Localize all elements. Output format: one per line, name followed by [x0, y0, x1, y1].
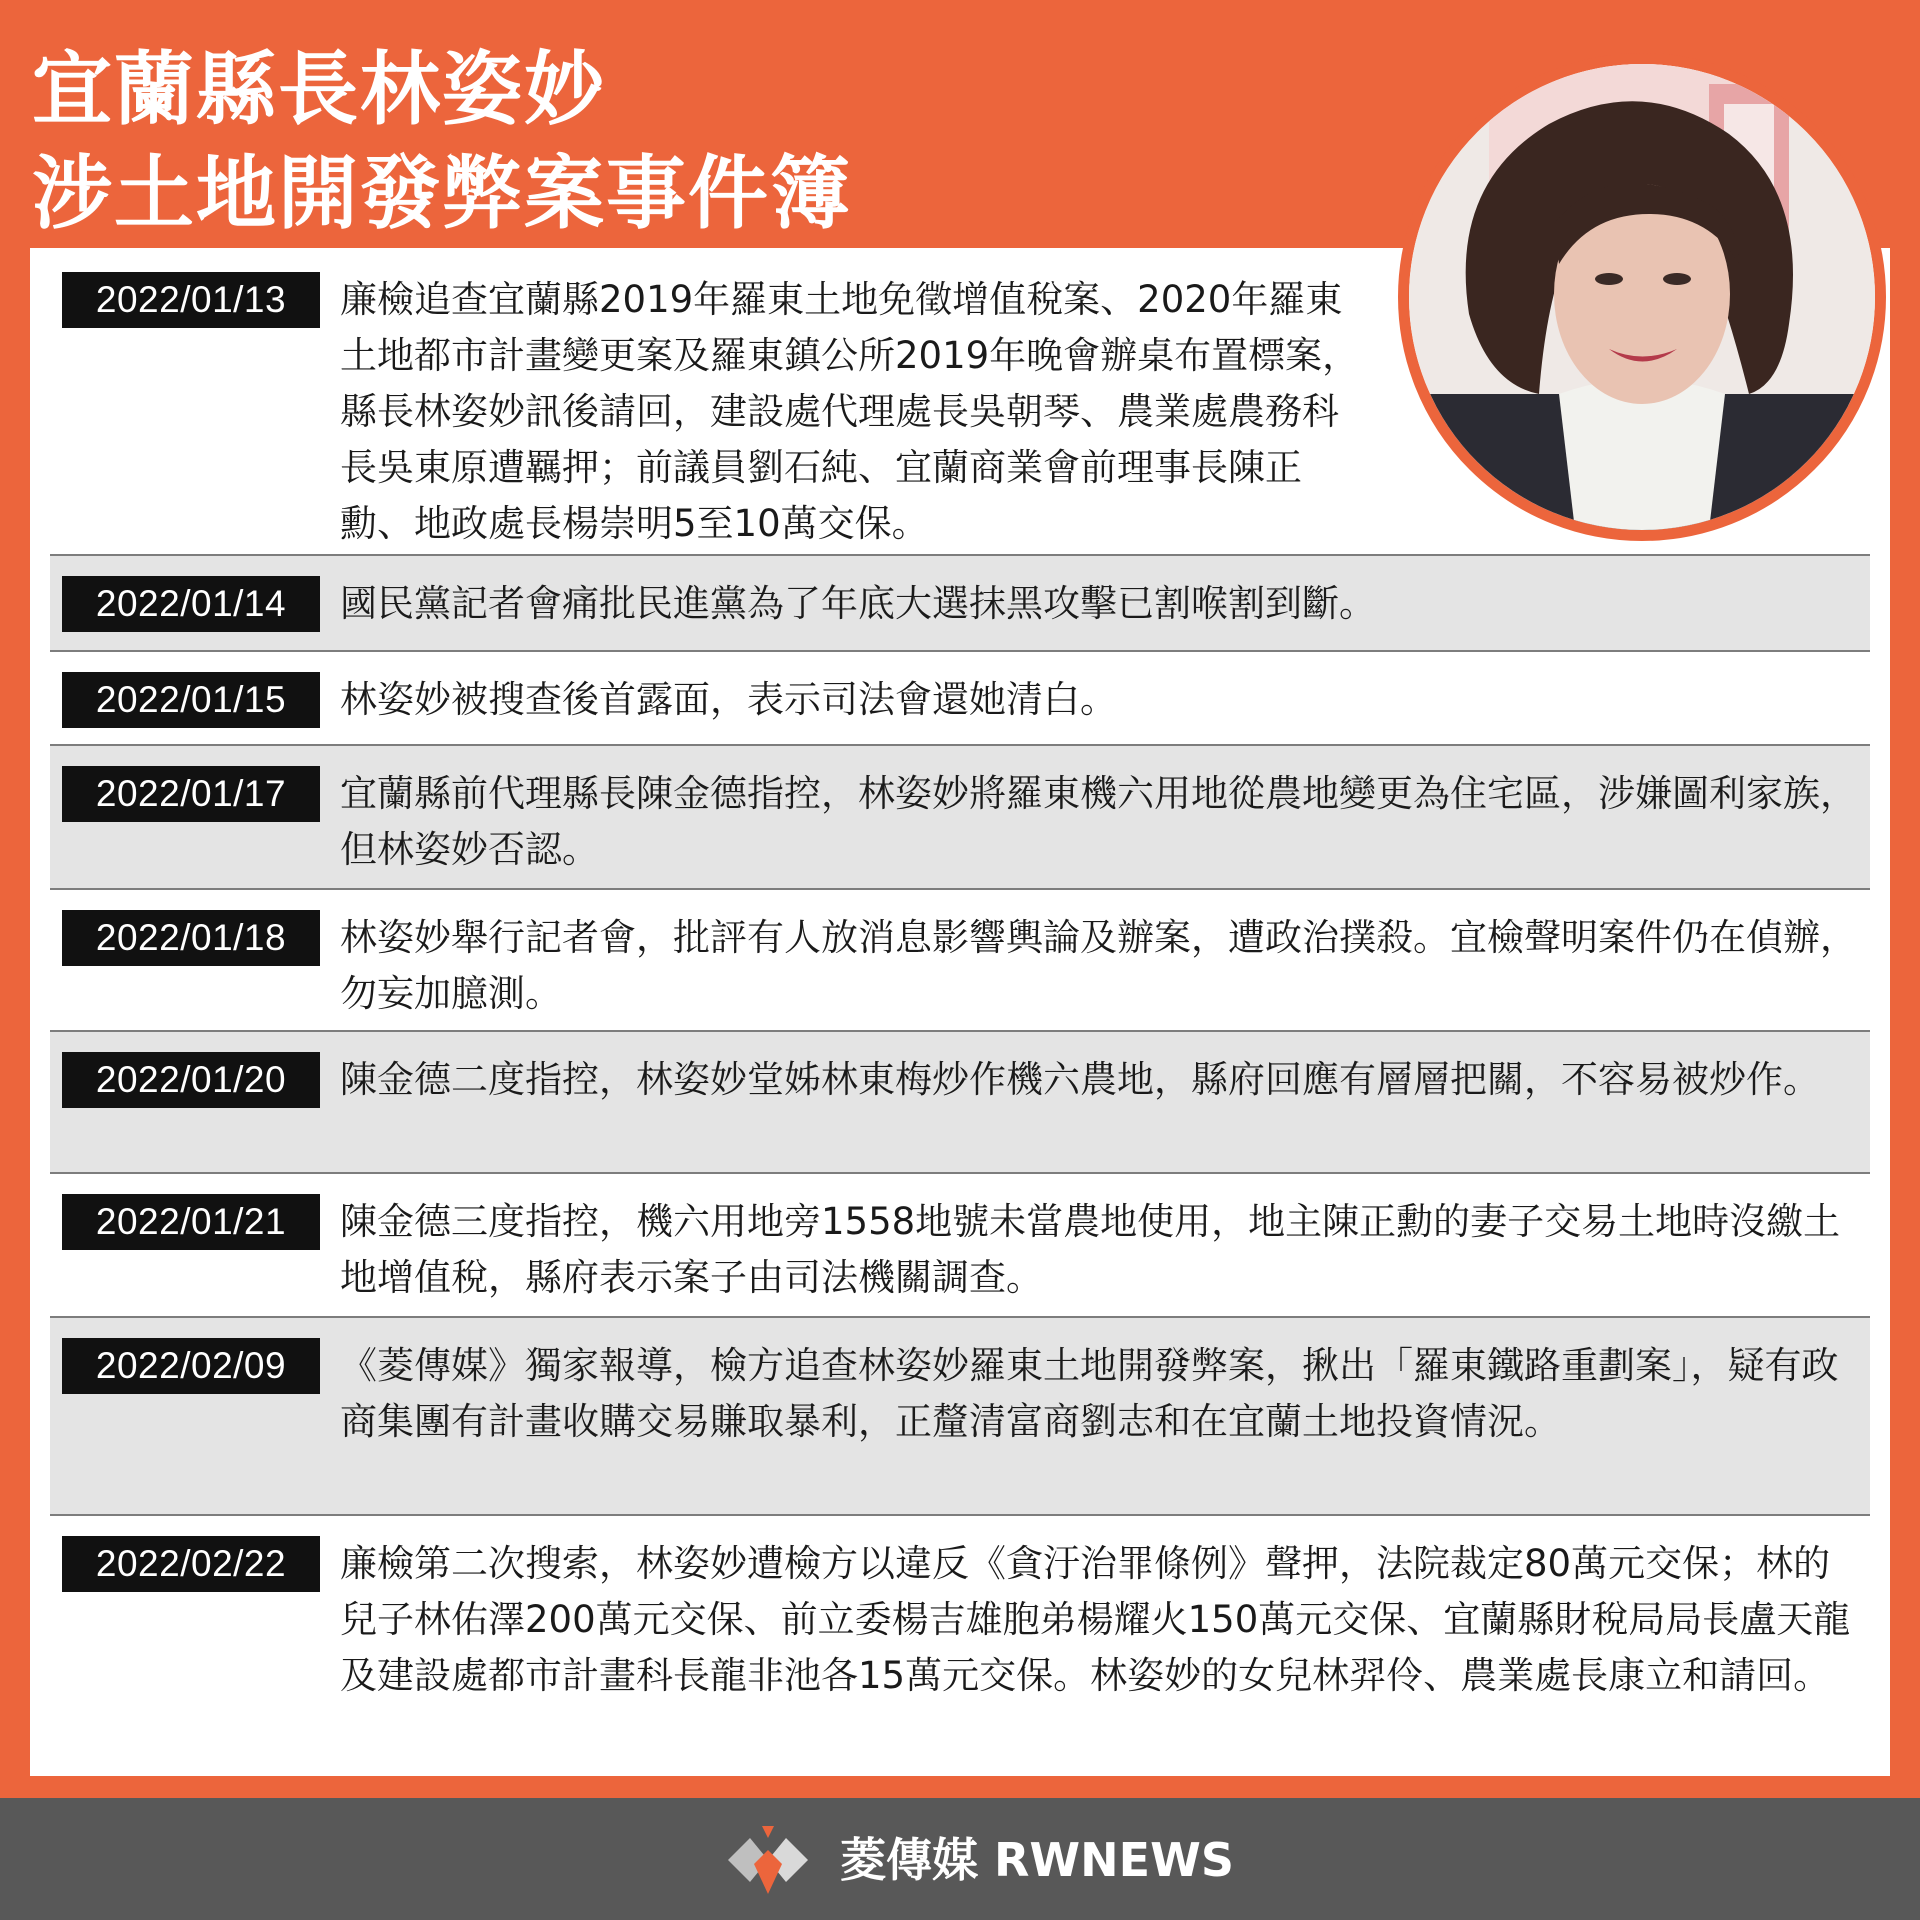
entry-text: 陳金德三度指控，機六用地旁1558地號未當農地使用，地主陳正勳的妻子交易土地時沒繳土地增值稅，縣府表示案子由司法機關調查。 — [340, 1200, 1841, 1299]
entry-date: 2022/02/09 — [62, 1338, 320, 1394]
entry-text: 林姿妙舉行記者會，批評有人放消息影響輿論及辦案，遭政治撲殺。宜檢聲明案件仍在偵辦，勿妄加臆測。 — [340, 916, 1857, 1015]
entry-text: 廉檢第二次搜索，林姿妙遭檢方以違反《貪汙治罪條例》聲押，法院裁定80萬元交保；林的兒子林佑澤200萬元交保、前立委楊吉雄胞弟楊耀火150萬元交保、宜蘭縣財稅局局長盧天龍及建設處都市計畫科長龍非池各15萬元交保。林姿妙的女兒林羿伶、農業處長康立和請回。 — [340, 1542, 1851, 1697]
title-line-1: 宜蘭縣長林姿妙 — [32, 43, 606, 136]
entry-text: 宜蘭縣前代理縣長陳金德指控，林姿妙將羅東機六用地從農地變更為住宅區，涉嫌圖利家族，但林姿妙否認。 — [340, 772, 1857, 871]
entry-text: 林姿妙被搜查後首露面，表示司法會還她清白。 — [340, 678, 1117, 721]
timeline-entry — [50, 1516, 1870, 1776]
timeline-entry — [50, 1032, 1870, 1174]
entry-text: 《菱傳媒》獨家報導，檢方追查林姿妙羅東土地開發弊案，揪出「羅東鐵路重劃案」，疑有政商集團有計畫收購交易賺取暴利，正釐清富商劉志和在宜蘭土地投資情況。 — [340, 1344, 1839, 1443]
footer-bar — [0, 1798, 1920, 1920]
timeline-entry — [50, 890, 1870, 1032]
entry-text: 陳金德二度指控，林姿妙堂姊林東梅炒作機六農地，縣府回應有層層把關，不容易被炒作。 — [340, 1058, 1820, 1101]
entry-date: 2022/01/13 — [62, 272, 320, 328]
entry-date: 2022/01/18 — [62, 910, 320, 966]
title-line-2: 涉土地開發弊案事件簿 — [32, 147, 852, 240]
timeline-entry — [50, 556, 1870, 652]
timeline-entry — [50, 746, 1870, 890]
page-title — [32, 38, 852, 246]
brand-name: 菱傳媒 RWNEWS — [840, 1833, 1234, 1887]
entry-date: 2022/01/14 — [62, 576, 320, 632]
portrait-photo — [1398, 53, 1886, 541]
entry-date: 2022/01/20 — [62, 1052, 320, 1108]
timeline-entry — [50, 1174, 1870, 1318]
entry-date: 2022/02/22 — [62, 1536, 320, 1592]
timeline-entry — [50, 652, 1870, 746]
entry-text: 廉檢追查宜蘭縣2019年羅東土地免徵增值稅案、2020年羅東土地都市計畫變更案及羅東鎮公所2019年晚會辦桌布置標案，縣長林姿妙訊後請回，建設處代理處長吳朝琴、農業處農務科長吳東原遭羈押；前議員劉石純、宜蘭商業會前理事長陳正勳、地政處長楊崇明5至10萬交保。 — [340, 278, 1360, 545]
entry-date: 2022/01/15 — [62, 672, 320, 728]
entry-date: 2022/01/17 — [62, 766, 320, 822]
entry-date: 2022/01/21 — [62, 1194, 320, 1250]
brand-logo — [718, 1818, 1238, 1900]
timeline-entry — [50, 1318, 1870, 1516]
rwnews-logo-icon — [718, 1820, 818, 1898]
portrait-illustration — [1409, 64, 1875, 530]
entry-text: 國民黨記者會痛批民進黨為了年底大選抹黑攻擊已割喉割到斷。 — [340, 582, 1376, 625]
